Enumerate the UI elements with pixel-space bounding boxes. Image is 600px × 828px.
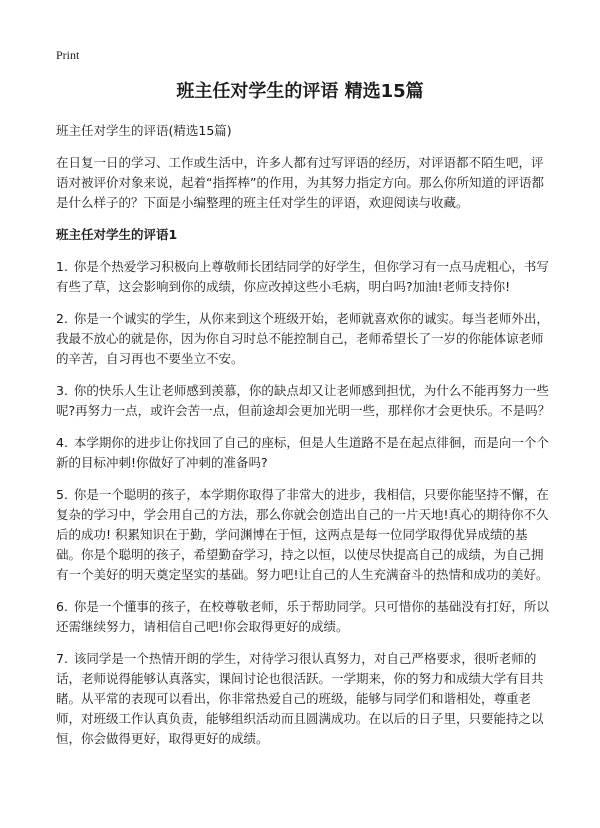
comment-number: 6.: [56, 599, 68, 614]
intro-paragraph: 在日复一日的学习、工作或生活中，许多人都有过写评语的经历，对评语都不陌生吧，评语对被评价对象来说，起着“指挥棒”的作用，为其努力指定方向。那么你所知道的评语都是什么样子的？下面是小编整理的班主任对学生的评语，欢迎阅读与收藏。: [56, 155, 544, 210]
comment-text: 你是一个懂事的孩子，在校尊敬老师，乐于帮助同学。只可惜你的基础没有打好，所以还需继续努力，请相信自己吧!你会取得更好的成绩。: [56, 599, 549, 634]
comment-item: [56, 649, 552, 749]
comment-text: 你是一个诚实的学生，从你来到这个班级开始，老师就喜欢你的诚实。每当老师外出，我最不放心的就是你，因为你自习时总不能控制自己，老师希望长了一岁的你能体谅老师的辛苦，自习再也不要坐立不安。: [56, 311, 549, 366]
comment-text: 你是个热爱学习积极向上尊敬师长团结同学的好学生，但你学习有一点马虎粗心，书写有些了草，这会影响到你的成绩，你应改掉这些小毛病，明白吗?加油!老师支持你!: [56, 259, 549, 294]
comment-list: [56, 257, 552, 749]
comment-item: [56, 433, 552, 473]
comment-text: 本学期你的进步让你找回了自己的座标，但是人生道路不是在起点徘徊，而是向一个个新的目标冲刺!你做好了冲刺的准备吗?: [56, 435, 549, 470]
comment-item: [56, 381, 552, 421]
page-title: 班主任对学生的评语 精选15篇: [176, 81, 424, 102]
comment-item: [56, 485, 552, 585]
section-heading: 班主任对学生的评语1: [56, 227, 178, 242]
comment-item: [56, 597, 552, 637]
comment-number: 1.: [56, 259, 68, 274]
comment-item: [56, 257, 552, 297]
comment-number: 5.: [56, 487, 68, 502]
article-subtitle: 班主任对学生的评语(精选15篇): [56, 123, 232, 138]
article-body: [56, 121, 552, 761]
comment-number: 2.: [56, 311, 68, 326]
comment-number: 7.: [56, 651, 68, 666]
print-link[interactable]: Print: [56, 48, 80, 62]
comment-number: 4.: [56, 435, 68, 450]
comment-item: [56, 309, 552, 369]
comment-text: 该同学是一个热情开朗的学生，对待学习很认真努力，对自己严格要求，很听老师的话，老师说得能够认真落实，课间讨论也很活跃。一学期来，你的努力和成绩大学有目共睹。从平常的表现可以看出，你非常热爱自己的班级，能够与同学们和谐相处，尊重老师，对班级工作认真负责，能够组织活动而且圆满成功。在以后的日子里，只要能持之以恒，你会做得更好，取得更好的成绩。: [56, 651, 544, 746]
comment-number: 3.: [56, 383, 68, 398]
comment-text: 你是一个聪明的孩子，本学期你取得了非常大的进步，我相信，只要你能坚持不懈，在复杂的学习中，学会用自己的方法，那么你就会创造出自己的一片天地!真心的期待你不久后的成功! 积累知识在于勤，学问渊博在于恒，这两点是每一位同学取得优异成绩的基础。你是个聪明的孩子，希望勤奋学习，持之以恒，以使尽快提高自己的成绩，为自己拥有一个美好的明天奠定坚实的基础。努力吧!让自己的人生充满奋斗的热情和成功的美好。: [56, 487, 549, 582]
comment-text: 你的快乐人生让老师感到羡慕，你的缺点却又让老师感到担忧，为什么不能再努力一些呢?再努力一点，或许会苦一点，但前途却会更加光明一些，那样你才会更快乐。不是吗？: [56, 383, 551, 418]
